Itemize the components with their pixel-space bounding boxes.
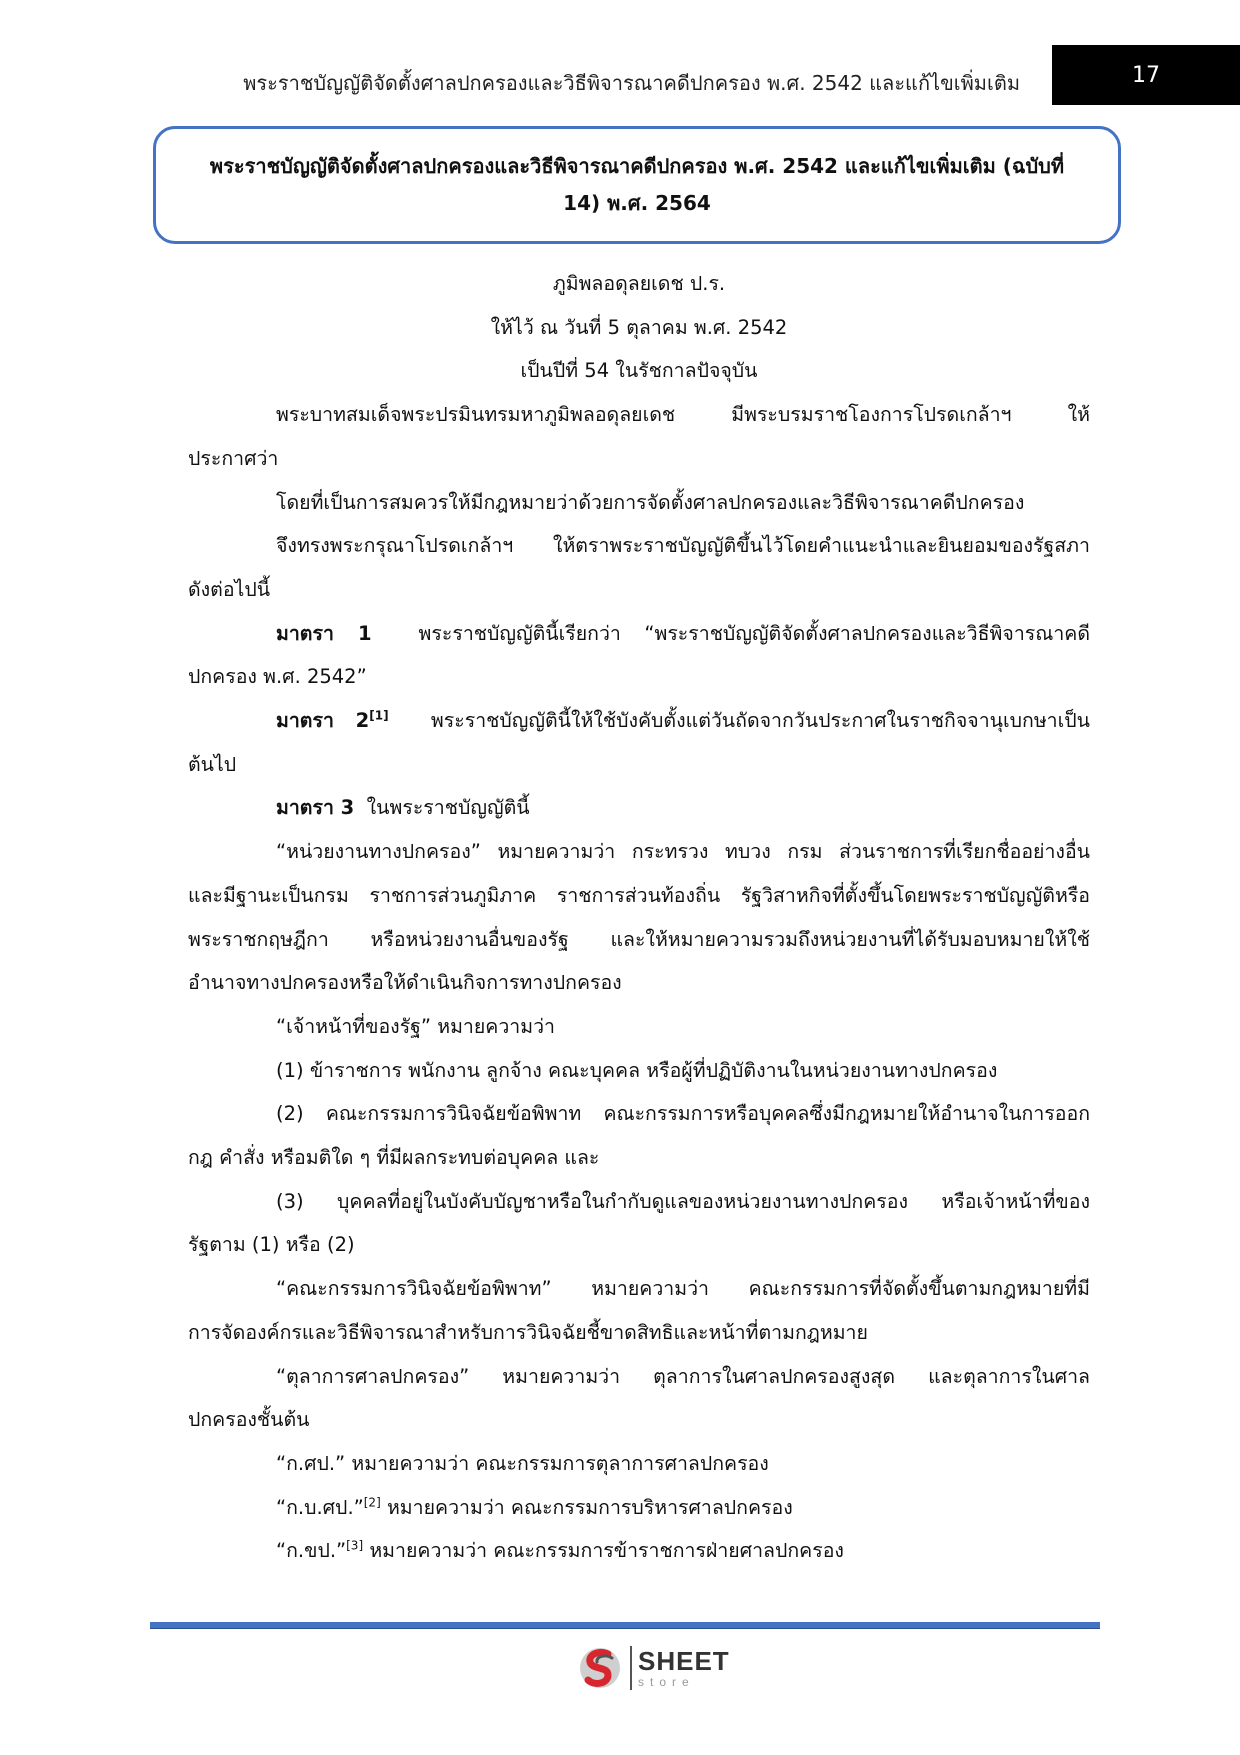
- document-body: [188, 262, 1090, 1573]
- logo-wordmark: [638, 1648, 730, 1688]
- document-title-line-1: พระราชบัญญัติจัดตั้งศาลปกครองและวิธีพิจารณาคดีปกครอง พ.ศ. 2542 และแก้ไขเพิ่มเติม (ฉบับที่: [209, 154, 1065, 178]
- page-number: 17: [1052, 45, 1240, 105]
- document-title-box: [153, 126, 1121, 244]
- definition-item-2-l1: (2) คณะกรรมการวินิจฉัยข้อพิพาท คณะกรรมการหรือบุคคลซึ่งมีกฎหมายให้อำนาจในการออก: [276, 1102, 1090, 1126]
- section-1: [188, 612, 1090, 656]
- definition-admin-agency-l2: และมีฐานะเป็นกรม ราชการส่วนภูมิภาค ราชการส่วนท้องถิ่น รัฐวิสาหกิจที่ตั้งขึ้นโดยพระราชบัญญัติหรือ: [188, 883, 1090, 907]
- footnote-ref-3[interactable]: [3]: [346, 1538, 364, 1553]
- definition-item-3-l2: รัฐตาม (1) หรือ (2): [188, 1233, 355, 1257]
- section-1-text-cont: ปกครอง พ.ศ. 2542”: [188, 665, 367, 689]
- enactment-clause-cont: ดังต่อไปนี้: [188, 577, 271, 601]
- section-2-text: พระราชบัญญัตินี้ให้ใช้บังคับตั้งแต่วันถัดจากวันประกาศในราชกิจจานุเบกษาเป็น: [430, 709, 1090, 733]
- section-2: [188, 699, 1090, 743]
- kbsp-definition: หมายความว่า คณะกรรมการบริหารศาลปกครอง: [386, 1495, 793, 1519]
- royal-signature: ภูมิพลอดุลยเดช ป.ร.: [552, 272, 726, 295]
- definition-state-official: “เจ้าหน้าที่ของรัฐ” หมายความว่า: [276, 1014, 556, 1038]
- footnote-ref-2[interactable]: [2]: [363, 1495, 381, 1510]
- definition-item-2-l2: กฎ คำสั่ง หรือมติใด ๆ ที่มีผลกระทบต่อบุคคล และ: [188, 1146, 600, 1170]
- kkhp-term: “ก.ขป.”: [276, 1539, 347, 1563]
- whereas-clause: โดยที่เป็นการสมควรให้มีกฎหมายว่าด้วยการจัดตั้งศาลปกครองและวิธีพิจารณาคดีปกครอง: [276, 490, 1025, 514]
- definition-admin-agency-l4: อำนาจทางปกครองหรือให้ดำเนินกิจการทางปกครอง: [188, 971, 622, 995]
- page-header: [0, 45, 1240, 105]
- section-2-label: มาตรา 2: [276, 709, 370, 733]
- sheet-logo-icon: [574, 1642, 626, 1694]
- logo-main-text: SHEET: [638, 1646, 730, 1676]
- definition-item-1: (1) ข้าราชการ พนักงาน ลูกจ้าง คณะบุคคล หรือผู้ที่ปฏิบัติงานในหน่วยงานทางปกครอง: [276, 1058, 998, 1082]
- definition-kbsp: [188, 1486, 1090, 1530]
- definition-dispute-committee-l1: “คณะกรรมการวินิจฉัยข้อพิพาท” หมายความว่า คณะกรรมการที่จัดตั้งขึ้นตามกฎหมายที่มี: [276, 1277, 1090, 1301]
- section-2-text-cont: ต้นไป: [188, 752, 237, 776]
- definition-kkhp: [188, 1529, 1090, 1573]
- definition-admin-agency-l1: “หน่วยงานทางปกครอง” หมายความว่า กระทรวง ทบวง กรม ส่วนราชการที่เรียกชื่ออย่างอื่น: [276, 840, 1090, 864]
- section-1-label: มาตรา 1: [276, 621, 372, 645]
- footer-divider: [150, 1622, 1100, 1629]
- kkhp-definition: หมายความว่า คณะกรรมการข้าราชการฝ่ายศาลปกครอง: [369, 1539, 844, 1563]
- definition-ksp: “ก.ศป.” หมายความว่า คณะกรรมการตุลาการศาลปกครอง: [276, 1451, 769, 1475]
- definition-admin-agency-l3: พระราชกฤษฎีกา หรือหน่วยงานอื่นของรัฐ และให้หมายความรวมถึงหน่วยงานที่ได้รับมอบหมายให้ใช้: [188, 927, 1090, 951]
- section-3: [188, 786, 1090, 830]
- enactment-clause: จึงทรงพระกรุณาโปรดเกล้าฯ ให้ตราพระราชบัญญัติขึ้นไว้โดยคำแนะนำและยินยอมของรัฐสภา: [276, 534, 1090, 558]
- definition-dispute-committee-l2: การจัดองค์กรและวิธีพิจารณาสำหรับการวินิจฉัยชี้ขาดสิทธิและหน้าที่ตามกฎหมาย: [188, 1320, 868, 1344]
- definition-judges-l2: ปกครองชั้นต้น: [188, 1408, 310, 1432]
- logo-sub-text: store: [638, 1675, 695, 1689]
- header-title: พระราชบัญญัติจัดตั้งศาลปกครองและวิธีพิจารณาคดีปกครอง พ.ศ. 2542 และแก้ไขเพิ่มเติม: [243, 71, 1020, 95]
- royal-command: พระบาทสมเด็จพระปรมินทรมหาภูมิพลอดุลยเดช มีพระบรมราชโองการโปรดเกล้าฯ ให้: [276, 403, 1090, 427]
- document-title-line-2: 14) พ.ศ. 2564: [563, 191, 711, 215]
- royal-command-cont: ประกาศว่า: [188, 446, 279, 470]
- logo-separator: [630, 1646, 632, 1690]
- definition-judges-l1: “ตุลาการศาลปกครอง” หมายความว่า ตุลาการในศาลปกครองสูงสุด และตุลาการในศาล: [276, 1364, 1090, 1388]
- sheet-store-logo: [574, 1640, 730, 1696]
- kbsp-term: “ก.บ.ศป.”: [276, 1495, 364, 1519]
- section-3-text: ในพระราชบัญญัตินี้: [366, 796, 530, 820]
- section-1-text: พระราชบัญญัตินี้เรียกว่า “พระราชบัญญัติจัดตั้งศาลปกครองและวิธีพิจารณาคดี: [418, 621, 1090, 645]
- footnote-ref-1[interactable]: [1]: [369, 708, 389, 723]
- definition-item-3-l1: (3) บุคคลที่อยู่ในบังคับบัญชาหรือในกำกับดูแลของหน่วยงานทางปกครอง หรือเจ้าหน้าที่ของ: [276, 1189, 1090, 1213]
- section-3-label: มาตรา 3: [276, 796, 355, 820]
- given-date: ให้ไว้ ณ วันที่ 5 ตุลาคม พ.ศ. 2542: [490, 315, 788, 339]
- reign-year: เป็นปีที่ 54 ในรัชกาลปัจจุบัน: [520, 359, 758, 383]
